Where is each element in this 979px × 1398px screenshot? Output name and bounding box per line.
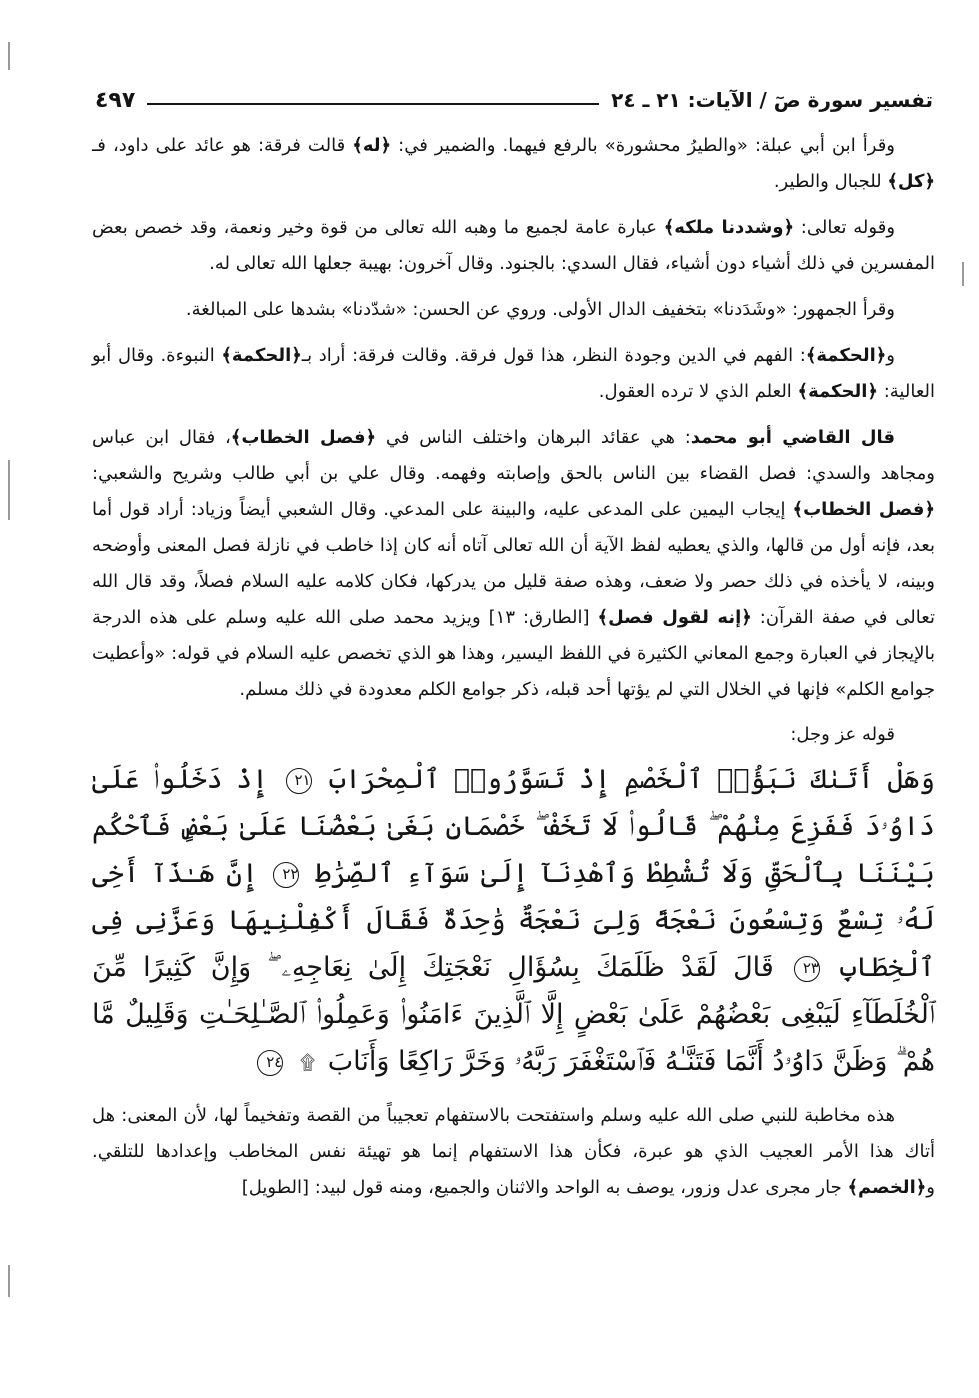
quran-quote: ﴿الحكمة﴾ — [221, 345, 302, 366]
text-run: قالت فرقة: هو عائد على داود، فـ — [92, 135, 353, 156]
left-edge-mark — [8, 1265, 10, 1297]
paragraph — [92, 1098, 935, 1206]
text-run: وقرأ ابن أبي عبلة: «والطيرُ محشورة» بالرفع فيهما. والضمير في: — [391, 135, 895, 156]
header-rule — [147, 103, 599, 105]
verse-number-marker: ٢٤ — [257, 1050, 283, 1076]
quran-quote: ﴿فصل الخطاب﴾ — [230, 427, 377, 448]
text-run: ، فقال ابن عباس ومجاهد والسدي: فصل القضاء بين الناس بالحق وإصابته وفهمه. وقال علي بن أبي طالب وشريح والشعبي: — [92, 427, 935, 484]
text-run: هذه مخاطبة للنبي صلى الله عليه وسلم واستفتحت بالاستفهام تعجيباً من القصة وتفخيماً لها، لأن المعنى: هل أتاك هذا الأمر العجيب الذي هو عبرة، فكأن هذا الاستفهام إنما هو تهيئة نفس المخاطب وإعدادها للتلقي. و — [92, 1105, 935, 1198]
quran-verses — [92, 756, 935, 1086]
text-run: إيجاب اليمين على المدعى عليه، والبينة على المدعي. وقال الشعبي أيضاً وزياد: أراد قول أما بعد، فإنه أول من قالها، والذي يعطيه لفظ الآية أن الله تعالى آتاه أنه كان إذا خاطب في نازلة فصل المعنى وأوضحه وبينه، لا يأخذه في ذلك حصر ولا ضعف، وهذه صفة قليل من يدركها، فكان كلامه عليه السلام فصلاً، وقد قال الله تعالى في صفة القرآن: — [92, 499, 935, 628]
verse-text: إِذْ دَخَلُوا۟ عَلَىٰ دَاوُۥدَ فَفَزِعَ مِنْهُمْ ۖ قَالُوا۟ لَا تَخَفْ ۖ خَصْمَانِ بَغَىٰ بَعْضُنَا عَلَىٰ بَعْضٍ فَٱحْكُم بَيْنَنَا بِٱلْحَقِّ وَلَا تُشْطِطْ وَٱهْدِنَآ إِلَىٰ سَوَآءِ ٱلصِّرَٰطِ — [92, 764, 935, 889]
quran-quote: ﴿له﴾ — [352, 135, 392, 156]
text-run: العلم الذي لا ترده العقول. — [598, 381, 798, 402]
text-run: للجبال والطير. — [773, 171, 888, 192]
text-run: وقرأ الجمهور: «وشَدَدنا» بتخفيف الدال الأولى. وروي عن الحسن: «شدّدنا» بشدها على المبالغة. — [185, 299, 895, 320]
text-run: وقوله تعالى: — [794, 217, 896, 238]
text-run: : هي عقائد البرهان واختلف الناس في — [376, 427, 691, 448]
commentary-text — [92, 128, 935, 1216]
paragraph — [92, 420, 935, 708]
text-run: : الفهم في الدين وجودة النظر، هذا قول فرقة. وقالت فرقة: أراد بـ — [301, 345, 806, 366]
quran-quote: ﴿الحكمة﴾ — [797, 381, 878, 402]
text-run: عبارة عامة لجميع ما وهبه الله تعالى من قوة وخير ونعمة، وقد خصص بعض المفسرين في ذلك أشياء دون أشياء، فقال السدي: بالجنود. وقال آخرون: بهيبة جعلها الله تعالى له. — [92, 217, 935, 274]
quran-quote: ﴿وشددنا ملكه﴾ — [663, 217, 795, 238]
verse-text: قَالَ لَقَدْ ظَلَمَكَ بِسُؤَالِ نَعْجَتِكَ إِلَىٰ نِعَاجِهِۦ ۖ وَإِنَّ كَثِيرًا مِّنَ ٱلْخُلَطَآءِ لَيَبْغِى بَعْضُهُمْ عَلَىٰ بَعْضٍ إِلَّا ٱلَّذِينَ ءَامَنُوا۟ وَعَمِلُوا۟ ٱلصَّـٰلِحَـٰتِ وَقَلِيلٌ مَّا هُمْ ۗ وَظَنَّ دَاوُۥدُ أَنَّمَا فَتَنَّـٰهُ فَٱسْتَغْفَرَ رَبَّهُۥ وَخَرَّ رَاكِعًا وَأَنَابَ — [92, 952, 935, 1077]
left-edge-mark — [8, 460, 10, 520]
verse-text: وَهَلْ أَتَىٰكَ نَبَؤُا۟ ٱلْخَصْمِ إِذْ تَسَوَّرُوا۟ ٱلْمِحْرَابَ — [329, 764, 935, 795]
paragraph — [92, 292, 935, 328]
page-header — [95, 82, 933, 118]
verse-number-marker: ٢١ — [286, 768, 312, 794]
text-run: و — [886, 345, 895, 366]
quran-quote: ﴿إنه لقول فصل﴾ — [597, 607, 752, 628]
verse-number-marker: ٢٣ — [794, 956, 820, 982]
verse-intro: قوله عز وجل: — [790, 724, 895, 745]
quran-quote: ﴿كل﴾ — [887, 171, 935, 192]
text-run: جار مجرى عدل وزور، يوصف به الواحد والاثنان والجميع، ومنه قول لبيد: [الطويل] — [241, 1177, 848, 1198]
quran-quote: ﴿الحكمة﴾ — [805, 345, 887, 366]
page-number: ٤٩٧ — [95, 87, 136, 113]
text-run: النبوءة. وقال أبو العالية: — [92, 345, 935, 402]
paragraph — [92, 128, 935, 200]
sajda-icon: ۩ — [299, 1050, 316, 1074]
text-run: [الطارق: ١٣] ويزيد محمد صلى الله عليه وسلم على هذه الدرجة بالإيجاز في العبارة وجمع المعاني الكثيرة في اللفظ اليسير، وهذا هو الذي تخصص عليه السلام في قوله: «وأعطيت جوامع الكلم» فإنها في الخلال التي لم يؤتها أحد قبله، ذكر جوامع الكلم معدودة في ذلك مسلم. — [92, 607, 935, 700]
paragraph — [92, 338, 935, 410]
verse-text: إِنَّ هَـٰذَآ أَخِى لَهُۥ تِسْعٌ وَتِسْعُونَ نَعْجَةً وَلِىَ نَعْجَةٌ وَٰحِدَةٌ فَقَالَ أَكْفِلْنِيهَا وَعَزَّنِى فِى ٱلْخِطَابِ — [92, 858, 935, 983]
right-edge-mark — [962, 262, 964, 286]
paragraph — [92, 210, 935, 282]
quran-quote: ﴿فصل الخطاب﴾ — [792, 499, 935, 520]
verse-number-marker: ٢٢ — [273, 862, 299, 888]
author-label: قال القاضي أبو محمد — [690, 427, 895, 448]
running-title: تفسير سورة صٓ / الآيات: ٢١ ـ ٢٤ — [611, 88, 933, 112]
quran-quote: ﴿الخصم﴾ — [847, 1177, 927, 1198]
left-edge-mark — [8, 42, 10, 70]
